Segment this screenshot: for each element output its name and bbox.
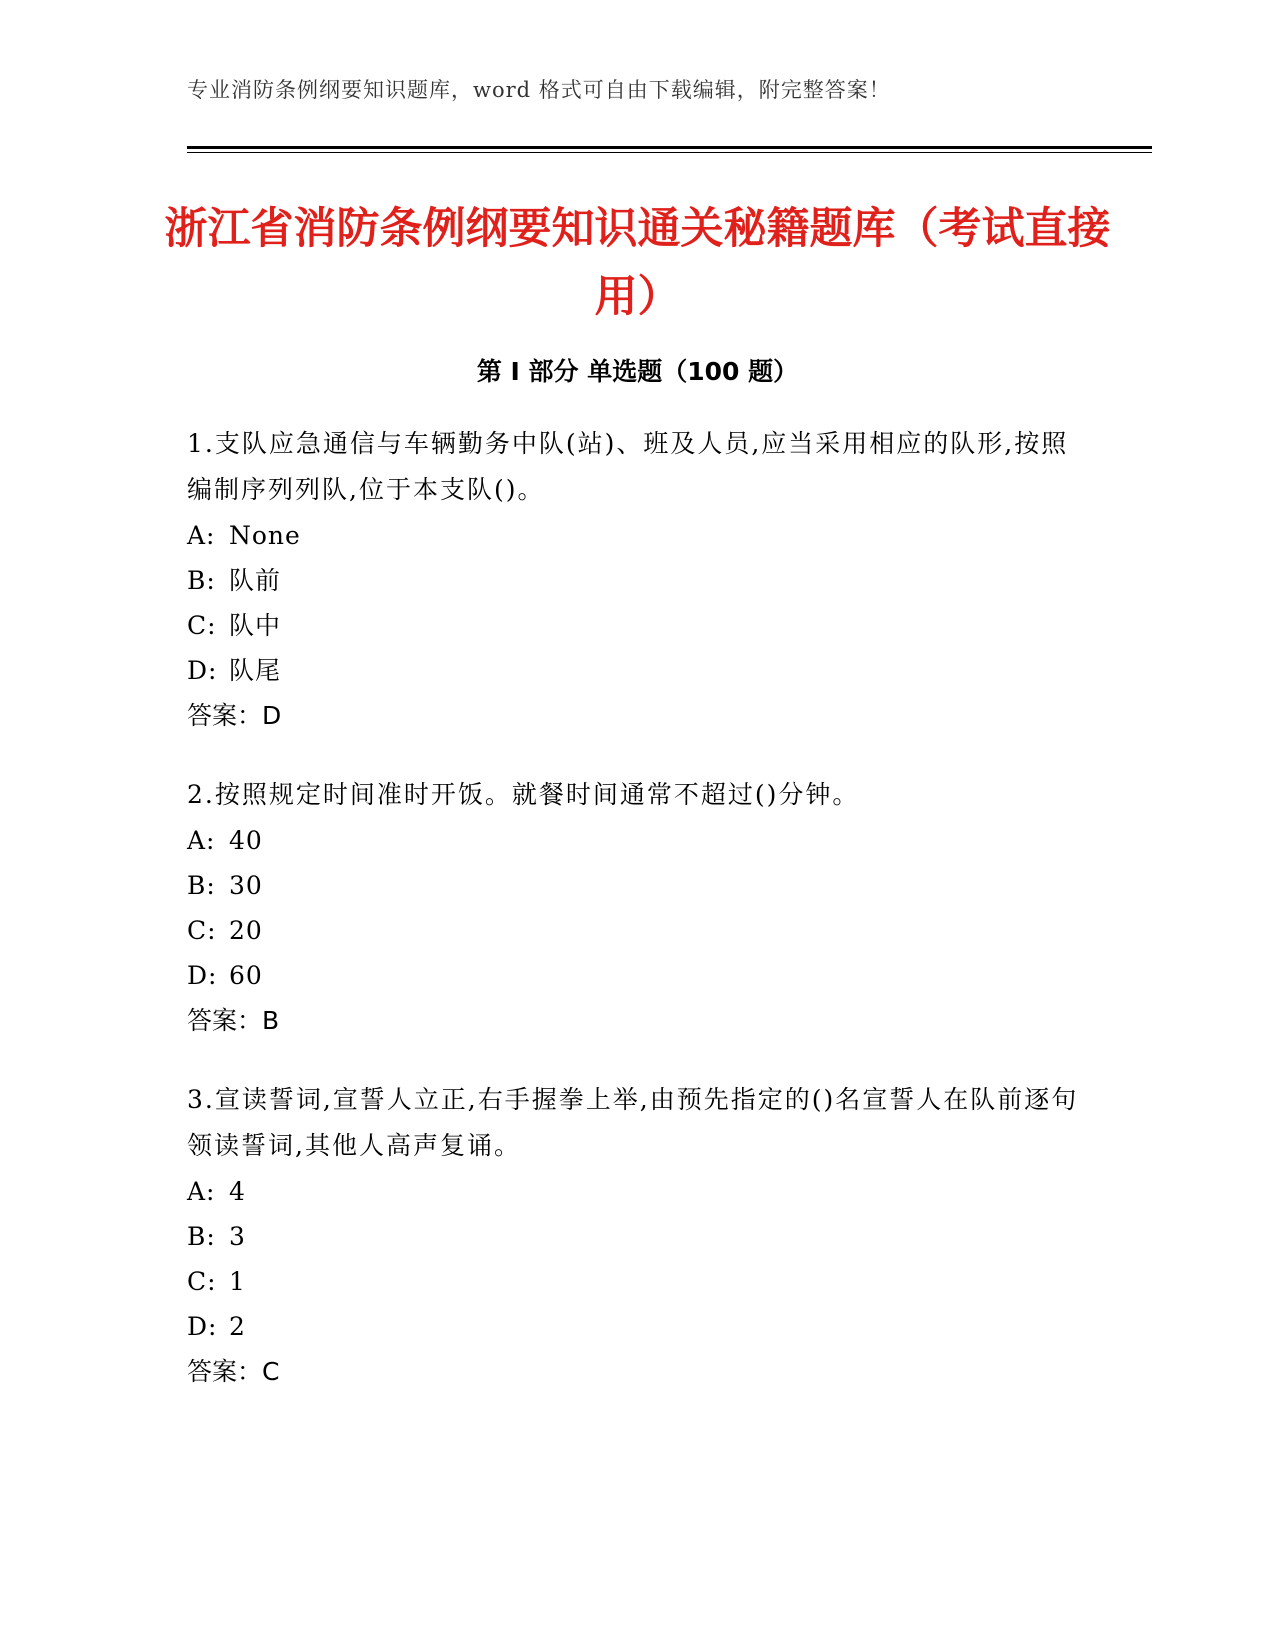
option-d	[187, 648, 1087, 693]
option-a	[187, 1169, 1087, 1214]
option-text: 60	[229, 961, 263, 990]
option-text: 2	[229, 1312, 246, 1341]
answer: 答案：B	[187, 1006, 280, 1035]
option-text: 3	[229, 1222, 246, 1251]
option-d	[187, 1304, 1087, 1349]
option-letter: C:	[187, 916, 217, 945]
option-text: 1	[229, 1267, 246, 1296]
option-d	[187, 953, 1087, 998]
answer: 答案：D	[187, 701, 282, 730]
answer: 答案：C	[187, 1357, 280, 1386]
option-letter: C:	[187, 1267, 217, 1296]
option-letter: B:	[187, 566, 216, 595]
option-c	[187, 908, 1087, 953]
header-divider-thick	[187, 146, 1152, 149]
question-1	[187, 421, 1087, 739]
option-text: 4	[229, 1177, 246, 1206]
option-a	[187, 818, 1087, 863]
option-a	[187, 513, 1087, 558]
page-header: 专业消防条例纲要知识题库，word 格式可自由下载编辑，附完整答案！	[187, 78, 891, 102]
question-2	[187, 772, 1087, 1044]
option-text: None	[229, 521, 301, 550]
option-text: 40	[229, 826, 263, 855]
option-c	[187, 1259, 1087, 1304]
question-stem: 3.宣读誓词,宣誓人立正,右手握拳上举,由预先指定的()名宣誓人在队前逐句领读誓词,其他人高声复诵。	[187, 1085, 1079, 1160]
option-b	[187, 558, 1087, 603]
question-stem: 2.按照规定时间准时开饭。就餐时间通常不超过()分钟。	[187, 780, 860, 809]
option-letter: B:	[187, 1222, 216, 1251]
option-letter: D:	[187, 656, 218, 685]
option-text: 队尾	[229, 656, 282, 685]
header-divider-thin	[187, 152, 1152, 153]
option-b	[187, 1214, 1087, 1259]
option-text: 队中	[229, 611, 282, 640]
option-text: 30	[229, 871, 263, 900]
option-text: 20	[229, 916, 263, 945]
question-3	[187, 1077, 1087, 1395]
option-letter: A:	[187, 521, 216, 550]
option-letter: A:	[187, 826, 216, 855]
document-title: 浙江省消防条例纲要知识通关秘籍题库（考试直接用）	[164, 204, 1111, 322]
option-letter: D:	[187, 961, 218, 990]
option-b	[187, 863, 1087, 908]
section-heading: 第 I 部分 单选题（100 题）	[476, 357, 799, 386]
question-stem: 1.支队应急通信与车辆勤务中队(站)、班及人员,应当采用相应的队形,按照编制序列列队,位于本支队()。	[187, 429, 1069, 504]
option-letter: B:	[187, 871, 216, 900]
option-text: 队前	[229, 566, 282, 595]
option-letter: C:	[187, 611, 217, 640]
option-letter: A:	[187, 1177, 216, 1206]
option-letter: D:	[187, 1312, 218, 1341]
option-c	[187, 603, 1087, 648]
